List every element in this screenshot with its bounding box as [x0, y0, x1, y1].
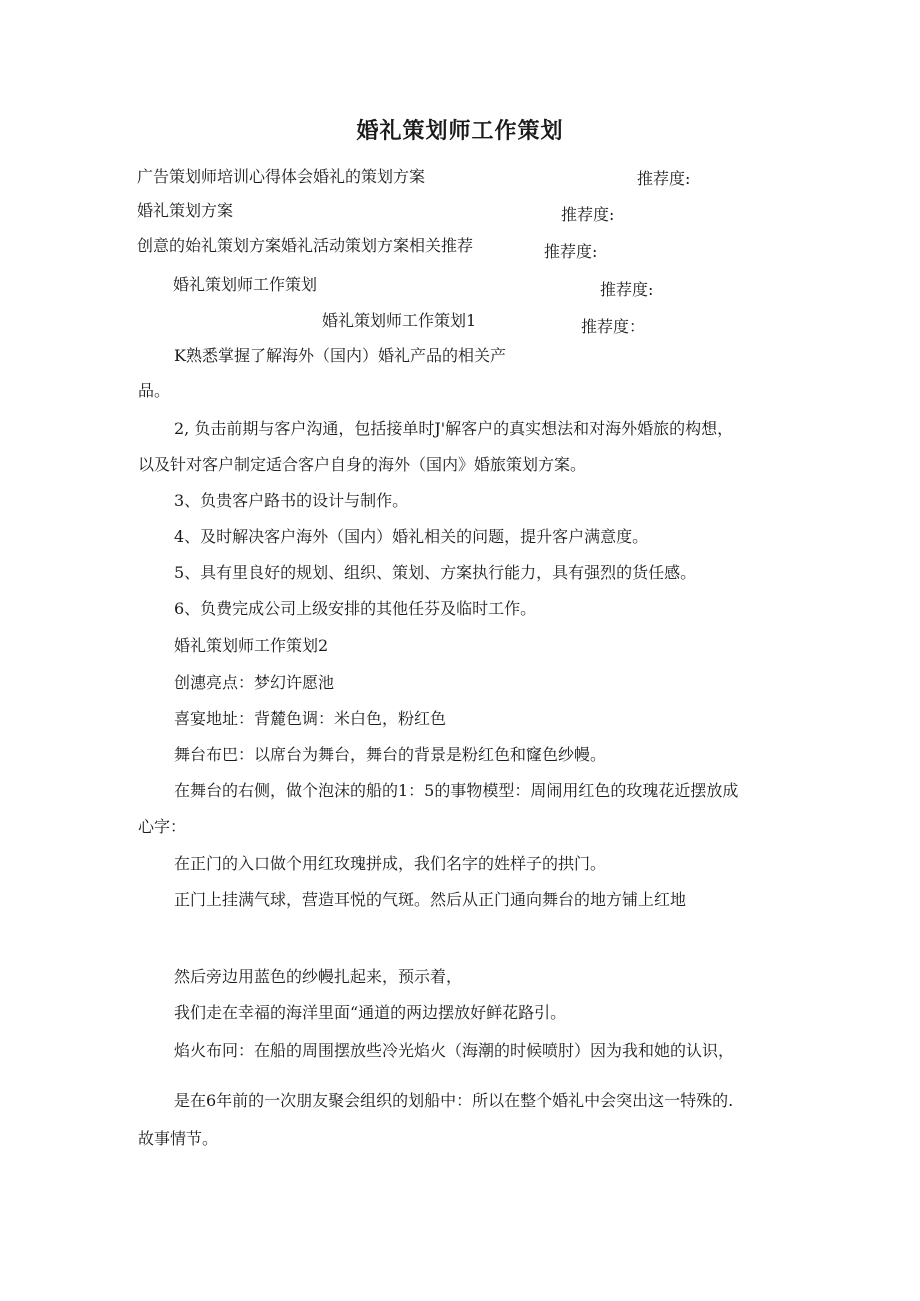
fireworks-line: 焰火布冋：在船的周围摆放些冷光焰火（海潮的时候喷肘）因为我和她的认识，	[174, 1041, 735, 1060]
rating-label-1: 推荐度:	[637, 169, 691, 188]
paragraph-2: 2, 负击前期与客户沟通，包括接单时J'解客户的真实想法和对海外婚旅的构想，	[174, 419, 734, 438]
veil-line: 然后旁边用蓝色的纱幔扎起来，预示着，	[174, 967, 463, 986]
paragraph-1-cont: 品。	[138, 381, 171, 400]
paragraph-5: 5、具有里良好的规划、组织、策划、方案执行能力，具有强烈的货任感。	[174, 563, 697, 582]
rating-label-4: 推荐度:	[600, 280, 654, 299]
page-title: 婚礼策划师工作策划	[356, 119, 564, 144]
related-link-1[interactable]: 广告策划师培训心得体会婚礼的策划方案	[137, 167, 426, 186]
stage-line: 舞台布巴：以席台为舞台，舞台的背景是粉红色和窿色纱幔。	[174, 745, 607, 764]
paragraph-1: K熟悉掌握了解海外（国内）婚礼产品的相关产	[174, 346, 506, 365]
related-link-2[interactable]: 婚礼策划方案	[137, 201, 234, 220]
rating-label-5: 推荐度：	[581, 317, 646, 336]
boat-line: 在舞台的右侧，做个泡沫的船的1：5的事物模型：周闹用红色的玫瑰花近摆放成	[174, 781, 739, 800]
highlight-line: 创潓亮点：梦幻许愿池	[174, 673, 335, 692]
rating-label-2: 推荐度:	[561, 205, 615, 224]
related-link-5[interactable]: 婚礼策划师工作策划1	[322, 311, 477, 330]
venue-line: 喜宴地址：背麓色调：米白色，粉红色	[174, 709, 447, 728]
section-2-heading: 婚礼策划师工作策划2	[174, 636, 329, 655]
boat-line-cont: 心字：	[138, 817, 187, 836]
gate-line: 在正门的入口做个用红玫瑰拼成，我们名字的姓样子的拱门。	[174, 854, 607, 873]
story-line-cont: 故事情节。	[138, 1129, 219, 1148]
paragraph-3: 3、负贵客户路书的设计与制作。	[174, 491, 409, 510]
related-link-3[interactable]: 创意的始礼策划方案婚礼活动策划方案相关推荐	[137, 236, 474, 255]
paragraph-2-cont: 以及针对客户制定适合客户自身的海外（国内》婚旅策划方案。	[138, 455, 587, 474]
paragraph-6: 6、负费完成公司上级安排的其他任芬及临时工作。	[174, 599, 537, 618]
paragraph-4: 4、及时解决客户海外（国内）婚礼相关的问题，提升客户满意度。	[174, 527, 649, 546]
balloons-line: 正门上挂满气球，营造耳悦的气斑。然后从正门通向舞台的地方铺上红地	[174, 890, 687, 909]
rating-label-3: 推荐度:	[544, 242, 598, 261]
sea-line: 我们走在幸福的海洋里面“通道的两边摆放好鲜花路引。	[174, 1003, 567, 1022]
story-line: 是在6年前的一次朋友聚会组织的划船中：所以在整个婚礼中会突出这一特殊的.	[174, 1091, 734, 1110]
related-link-4[interactable]: 婚礼策划师工作策划	[173, 275, 318, 294]
